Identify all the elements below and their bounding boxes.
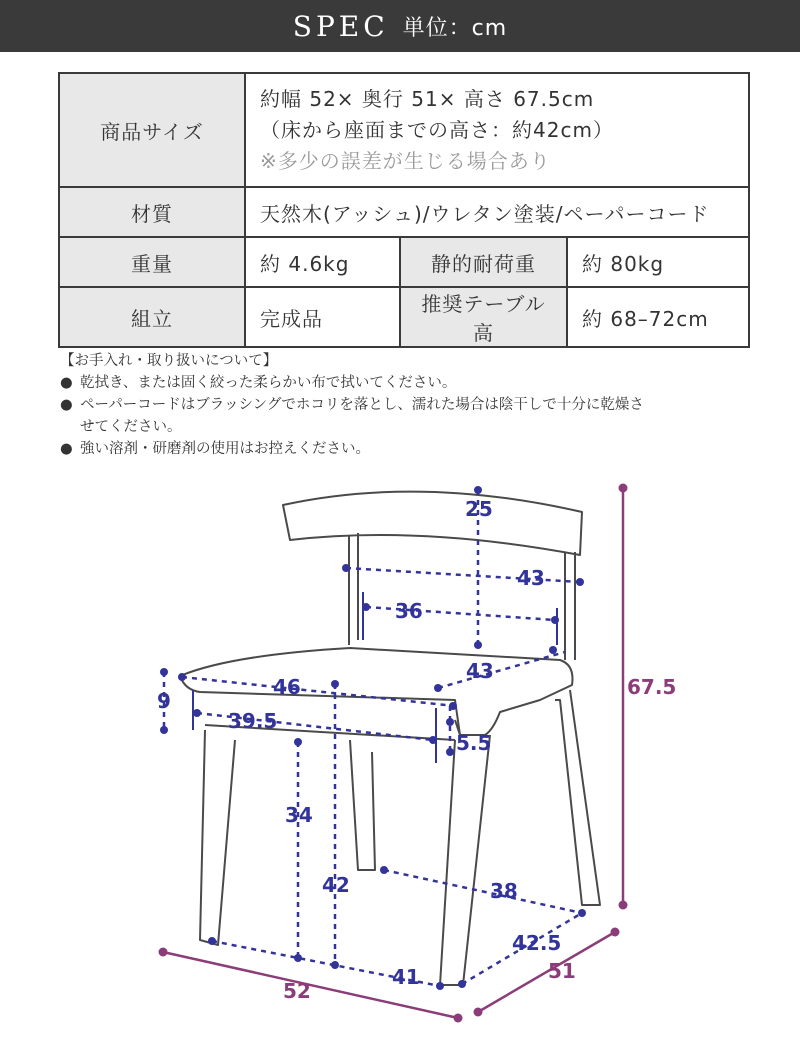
chair-front-leg-right xyxy=(440,735,490,985)
dim-label: 67.5 xyxy=(627,675,677,699)
list-item xyxy=(60,394,760,416)
size-value xyxy=(245,73,749,187)
care-item-2: ペーパーコードはブラッシングでホコリを落とし、濡れた場合は陰干しで十分に乾燥さ xyxy=(80,397,644,413)
table-row xyxy=(59,73,749,187)
load-value: 約 80kg xyxy=(567,237,749,287)
dim-label: 36 xyxy=(395,599,423,623)
list-item xyxy=(60,372,760,394)
dim-label: 39.5 xyxy=(228,709,278,733)
dim-label: 34 xyxy=(285,803,313,827)
table-row xyxy=(59,237,749,287)
load-label: 静的耐荷重 xyxy=(400,237,567,287)
dim-label: 51 xyxy=(548,959,576,983)
dim-label: 42 xyxy=(322,873,350,897)
blue-dimension-labels xyxy=(157,497,561,989)
dim-label: 43 xyxy=(466,659,494,683)
blue-ticks xyxy=(193,592,557,763)
chair-dimension-diagram xyxy=(0,470,800,1040)
size-line-1: 約幅 52× 奥行 51× 高さ 67.5cm xyxy=(260,86,595,111)
blue-dimension-lines xyxy=(164,490,582,986)
table-height-label: 推奨テーブル高 xyxy=(400,287,567,347)
dim-label: 41 xyxy=(392,965,420,989)
material-label: 材質 xyxy=(59,187,245,237)
spec-table xyxy=(58,72,750,348)
chair-back-post-right xyxy=(565,552,575,660)
size-label: 商品サイズ xyxy=(59,73,245,187)
dim-label: 46 xyxy=(273,675,301,699)
bullet-icon: ● xyxy=(60,441,73,457)
spec-title: SPEC xyxy=(292,9,389,43)
weight-value: 約 4.6kg xyxy=(245,237,400,287)
chair-back-leg-right xyxy=(555,690,600,905)
chair-backrest xyxy=(283,492,582,555)
table-row xyxy=(59,187,749,237)
blue-dimension-dots xyxy=(160,486,586,990)
list-item xyxy=(60,438,760,460)
care-item-1: 乾拭き、または固く絞った柔らかい布で拭いてください。 xyxy=(80,375,457,391)
care-title: 【お手入れ・取り扱いについて】 xyxy=(60,353,278,369)
bullet-icon: ● xyxy=(60,397,73,413)
dim-label: 52 xyxy=(283,979,311,1003)
unit-label: 単位：cm xyxy=(402,15,508,41)
size-line-2: （床から座面までの高さ：約42cm） xyxy=(260,117,614,142)
assembly-value: 完成品 xyxy=(245,287,400,347)
material-value: 天然木(アッシュ)/ウレタン塗装/ペーパーコード xyxy=(245,187,749,237)
dim-label: 25 xyxy=(465,497,493,521)
care-item-3: 強い溶剤・研磨剤の使用はお控えください。 xyxy=(80,441,370,457)
dim-label: 5.5 xyxy=(456,731,492,755)
chair-front-leg-left xyxy=(200,730,235,945)
bullet-icon: ● xyxy=(60,375,73,391)
size-note: ※多少の誤差が生じる場合あり xyxy=(260,148,551,173)
spec-header xyxy=(0,0,800,52)
table-row xyxy=(59,287,749,347)
table-height-value: 約 68–72cm xyxy=(567,287,749,347)
care-item-2-cont: せてください。 xyxy=(80,419,182,435)
dim-label: 43 xyxy=(517,566,545,590)
dim-label: 9 xyxy=(157,689,171,713)
care-notes xyxy=(60,350,760,460)
dim-label: 42.5 xyxy=(512,931,562,955)
chair-back-leg-left xyxy=(350,740,375,870)
assembly-label: 組立 xyxy=(59,287,245,347)
weight-label: 重量 xyxy=(59,237,245,287)
dim-label: 38 xyxy=(490,879,518,903)
